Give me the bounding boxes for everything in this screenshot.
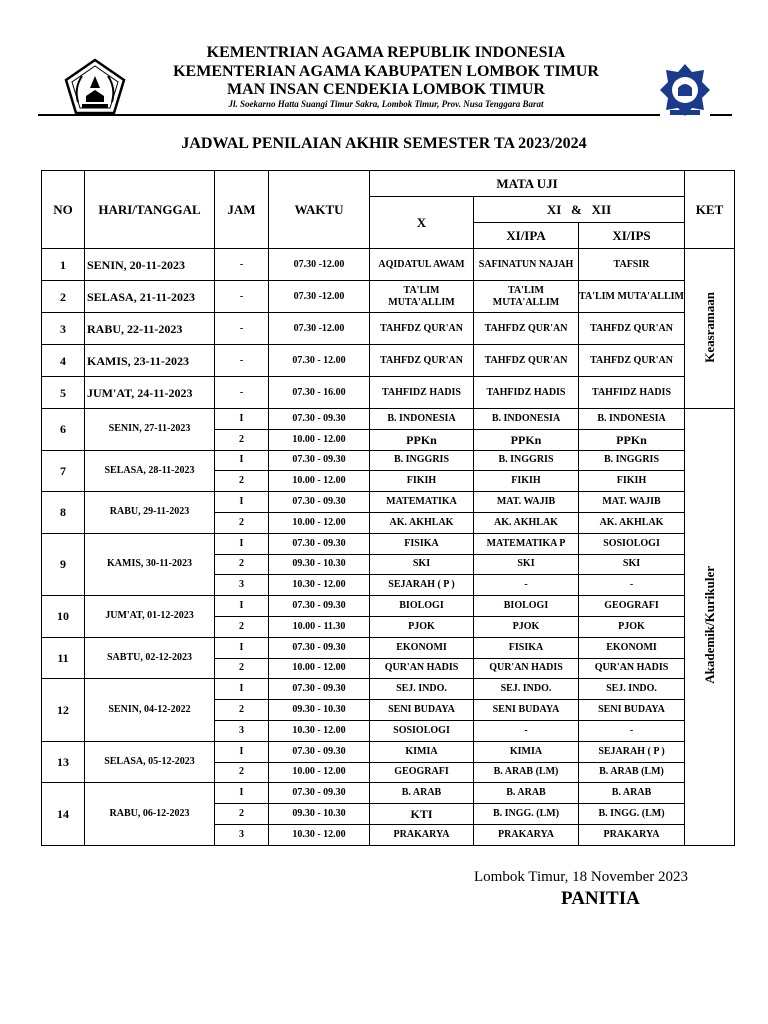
cell-subject-ips: - <box>579 720 685 741</box>
cell-jam: - <box>215 345 269 377</box>
cell-subject-x: SEJ. INDO. <box>370 679 474 700</box>
cell-waktu: 10.30 - 12.00 <box>269 720 370 741</box>
cell-waktu: 07.30 - 09.30 <box>269 409 370 430</box>
cell-subject-x: PJOK <box>370 616 474 637</box>
cell-waktu: 10.00 - 12.00 <box>269 658 370 679</box>
cell-subject-ipa: TAHFIDZ HADIS <box>474 377 579 409</box>
table-row <box>42 596 735 617</box>
cell-subject-ipa: B. INGG. (LM) <box>474 804 579 825</box>
cell-subject-ipa: B. INDONESIA <box>474 409 579 430</box>
cell-subject-ips: TAHFIDZ HADIS <box>579 377 685 409</box>
cell-waktu: 07.30 - 09.30 <box>269 783 370 804</box>
cell-subject-x: GEOGRAFI <box>370 762 474 783</box>
cell-subject-ipa: SAFINATUN NAJAH <box>474 249 579 281</box>
cell-jam: I <box>215 492 269 513</box>
cell-jam: I <box>215 596 269 617</box>
cell-jam: - <box>215 249 269 281</box>
cell-date: SENIN, 27-11-2023 <box>85 409 215 451</box>
cell-subject-ips: SKI <box>579 554 685 575</box>
cell-subject-x: AK. AKHLAK <box>370 512 474 533</box>
cell-no: 1 <box>42 249 85 281</box>
col-no: NO <box>42 171 85 249</box>
cell-no: 10 <box>42 596 85 638</box>
table-row <box>42 409 735 430</box>
cell-subject-ipa: KIMIA <box>474 741 579 762</box>
cell-subject-ips: B. ARAB (LM) <box>579 762 685 783</box>
cell-subject-ipa: PJOK <box>474 616 579 637</box>
cell-subject-ips: B. INGG. (LM) <box>579 804 685 825</box>
cell-jam: I <box>215 450 269 471</box>
cell-waktu: 10.30 - 12.00 <box>269 824 370 845</box>
cell-no: 11 <box>42 637 85 679</box>
cell-subject-ips: SEJ. INDO. <box>579 679 685 700</box>
table-row <box>42 450 735 471</box>
place-date: Lombok Timur, 18 November 2023 <box>474 869 688 885</box>
cell-jam: 2 <box>215 762 269 783</box>
cell-waktu: 09.30 - 10.30 <box>269 554 370 575</box>
cell-subject-x: BIOLOGI <box>370 596 474 617</box>
cell-jam: - <box>215 377 269 409</box>
cell-subject-x: TA'LIM MUTA'ALLIM <box>370 281 474 313</box>
cell-date: KAMIS, 23-11-2023 <box>85 345 215 377</box>
header-line-3: MAN INSAN CENDEKIA LOMBOK TIMUR <box>227 81 545 98</box>
col-jam: JAM <box>215 171 269 249</box>
cell-subject-x: B. INGGRIS <box>370 450 474 471</box>
cell-subject-ips: B. ARAB <box>579 783 685 804</box>
cell-ket-keasramaan: Keasramaan <box>685 249 735 409</box>
cell-jam: 2 <box>215 512 269 533</box>
cell-subject-ips: SOSIOLOGI <box>579 533 685 554</box>
cell-date: SELASA, 21-11-2023 <box>85 281 215 313</box>
cell-subject-ipa: MAT. WAJIB <box>474 492 579 513</box>
cell-subject-ipa: SEJ. INDO. <box>474 679 579 700</box>
cell-subject-x: KIMIA <box>370 741 474 762</box>
cell-ket-akademik: Akademik/Kurikuler <box>685 409 735 846</box>
cell-subject-x: KTI <box>370 804 474 825</box>
cell-subject-x: TAHFDZ QUR'AN <box>370 345 474 377</box>
cell-subject-ipa: FIKIH <box>474 471 579 492</box>
cell-subject-x: SOSIOLOGI <box>370 720 474 741</box>
cell-subject-ipa: - <box>474 575 579 596</box>
cell-subject-ips: EKONOMI <box>579 637 685 658</box>
cell-no: 7 <box>42 450 85 492</box>
cell-no: 14 <box>42 783 85 845</box>
cell-jam: 2 <box>215 658 269 679</box>
cell-waktu: 09.30 - 10.30 <box>269 700 370 721</box>
cell-subject-ipa: B. ARAB (LM) <box>474 762 579 783</box>
cell-jam: I <box>215 741 269 762</box>
col-xi-xii: XI & XII <box>474 197 685 223</box>
cell-subject-ips: AK. AKHLAK <box>579 512 685 533</box>
cell-subject-ips: QUR'AN HADIS <box>579 658 685 679</box>
table-row <box>42 249 735 281</box>
cell-no: 6 <box>42 409 85 451</box>
cell-jam: - <box>215 313 269 345</box>
cell-subject-x: PPKn <box>370 429 474 450</box>
cell-subject-ips: PPKn <box>579 429 685 450</box>
table-row <box>42 533 735 554</box>
cell-subject-ips: TAHFDZ QUR'AN <box>579 345 685 377</box>
table-row <box>42 741 735 762</box>
exam-schedule-table <box>41 170 735 846</box>
cell-waktu: 09.30 - 10.30 <box>269 804 370 825</box>
cell-subject-ipa: - <box>474 720 579 741</box>
cell-subject-ipa: MATEMATIKA P <box>474 533 579 554</box>
cell-jam: I <box>215 409 269 430</box>
document-title: JADWAL PENILAIAN AKHIR SEMESTER TA 2023/2024 <box>181 135 587 152</box>
cell-waktu: 10.00 - 12.00 <box>269 762 370 783</box>
header-line-1: KEMENTRIAN AGAMA REPUBLIK INDONESIA <box>206 44 566 61</box>
cell-no: 3 <box>42 313 85 345</box>
cell-jam: 2 <box>215 554 269 575</box>
cell-waktu: 07.30 -12.00 <box>269 249 370 281</box>
cell-jam: 2 <box>215 616 269 637</box>
cell-waktu: 10.00 - 12.00 <box>269 471 370 492</box>
cell-subject-ipa: QUR'AN HADIS <box>474 658 579 679</box>
cell-no: 13 <box>42 741 85 783</box>
col-xi-ips: XI/IPS <box>579 223 685 249</box>
cell-subject-ipa: FISIKA <box>474 637 579 658</box>
cell-date: SENIN, 20-11-2023 <box>85 249 215 281</box>
cell-subject-ips: TA'LIM MUTA'ALLIM <box>579 281 685 313</box>
cell-subject-ips: SEJARAH ( P ) <box>579 741 685 762</box>
cell-subject-x: PRAKARYA <box>370 824 474 845</box>
cell-date: JUM'AT, 24-11-2023 <box>85 377 215 409</box>
cell-subject-x: MATEMATIKA <box>370 492 474 513</box>
cell-jam: 2 <box>215 804 269 825</box>
cell-subject-ips: - <box>579 575 685 596</box>
cell-subject-ipa: B. ARAB <box>474 783 579 804</box>
cell-subject-x: SENI BUDAYA <box>370 700 474 721</box>
cell-subject-ipa: TA'LIM MUTA'ALLIM <box>474 281 579 313</box>
cell-subject-x: AQIDATUL AWAM <box>370 249 474 281</box>
table-row <box>42 281 735 313</box>
cell-subject-ips: GEOGRAFI <box>579 596 685 617</box>
cell-jam: I <box>215 679 269 700</box>
table-row <box>42 345 735 377</box>
cell-subject-x: FIKIH <box>370 471 474 492</box>
cell-waktu: 07.30 -12.00 <box>269 281 370 313</box>
cell-subject-x: EKONOMI <box>370 637 474 658</box>
letterhead <box>40 40 732 118</box>
cell-subject-ipa: TAHFDZ QUR'AN <box>474 313 579 345</box>
table-row <box>42 313 735 345</box>
cell-subject-x: B. INDONESIA <box>370 409 474 430</box>
cell-subject-x: B. ARAB <box>370 783 474 804</box>
cell-jam: 2 <box>215 700 269 721</box>
table-row <box>42 377 735 409</box>
cell-waktu: 07.30 - 09.30 <box>269 492 370 513</box>
cell-jam: 3 <box>215 720 269 741</box>
cell-subject-x: TAHFIDZ HADIS <box>370 377 474 409</box>
cell-date: SENIN, 04-12-2022 <box>85 679 215 741</box>
cell-waktu: 07.30 - 09.30 <box>269 741 370 762</box>
signer-label: PANITIA <box>561 888 640 909</box>
cell-waktu: 10.30 - 12.00 <box>269 575 370 596</box>
cell-subject-ips: PRAKARYA <box>579 824 685 845</box>
cell-subject-x: FISIKA <box>370 533 474 554</box>
cell-waktu: 07.30 - 09.30 <box>269 596 370 617</box>
cell-waktu: 10.00 - 12.00 <box>269 429 370 450</box>
school-logo-icon <box>658 62 712 118</box>
cell-subject-ipa: BIOLOGI <box>474 596 579 617</box>
cell-subject-ips: MAT. WAJIB <box>579 492 685 513</box>
cell-jam: 2 <box>215 471 269 492</box>
cell-subject-ips: TAFSIR <box>579 249 685 281</box>
cell-subject-ipa: SKI <box>474 554 579 575</box>
col-x: X <box>370 197 474 249</box>
cell-no: 5 <box>42 377 85 409</box>
table-row <box>42 783 735 804</box>
cell-date: KAMIS, 30-11-2023 <box>85 533 215 595</box>
col-mata-uji: MATA UJI <box>370 171 685 197</box>
cell-no: 9 <box>42 533 85 595</box>
table-row <box>42 492 735 513</box>
header-rule-left <box>38 114 660 116</box>
cell-subject-ips: TAHFDZ QUR'AN <box>579 313 685 345</box>
cell-waktu: 07.30 -12.00 <box>269 313 370 345</box>
cell-waktu: 10.00 - 12.00 <box>269 512 370 533</box>
header-line-2: KEMENTERIAN AGAMA KABUPATEN LOMBOK TIMUR <box>173 63 599 80</box>
cell-date: SELASA, 28-11-2023 <box>85 450 215 492</box>
cell-waktu: 07.30 - 09.30 <box>269 637 370 658</box>
cell-waktu: 07.30 - 09.30 <box>269 450 370 471</box>
cell-subject-ipa: TAHFDZ QUR'AN <box>474 345 579 377</box>
cell-subject-x: SKI <box>370 554 474 575</box>
cell-subject-ips: B. INGGRIS <box>579 450 685 471</box>
cell-subject-x: SEJARAH ( P ) <box>370 575 474 596</box>
cell-subject-ips: PJOK <box>579 616 685 637</box>
cell-date: RABU, 22-11-2023 <box>85 313 215 345</box>
cell-subject-ipa: B. INGGRIS <box>474 450 579 471</box>
cell-jam: 3 <box>215 575 269 596</box>
col-waktu: WAKTU <box>269 171 370 249</box>
cell-date: SABTU, 02-12-2023 <box>85 637 215 679</box>
cell-no: 4 <box>42 345 85 377</box>
table-row <box>42 679 735 700</box>
cell-subject-ipa: SENI BUDAYA <box>474 700 579 721</box>
col-xi-ipa: XI/IPA <box>474 223 579 249</box>
cell-date: RABU, 06-12-2023 <box>85 783 215 845</box>
cell-subject-ipa: PPKn <box>474 429 579 450</box>
cell-jam: 3 <box>215 824 269 845</box>
cell-date: JUM'AT, 01-12-2023 <box>85 596 215 638</box>
cell-subject-x: TAHFDZ QUR'AN <box>370 313 474 345</box>
cell-waktu: 07.30 - 16.00 <box>269 377 370 409</box>
cell-no: 8 <box>42 492 85 534</box>
cell-waktu: 10.00 - 11.30 <box>269 616 370 637</box>
cell-date: SELASA, 05-12-2023 <box>85 741 215 783</box>
cell-no: 12 <box>42 679 85 741</box>
cell-jam: - <box>215 281 269 313</box>
cell-subject-ips: SENI BUDAYA <box>579 700 685 721</box>
header-address: Jl. Soekarno Hatta Suangi Timur Sakra, Lombok Timur, Prov. Nusa Tenggara Barat <box>228 99 544 109</box>
col-ket: KET <box>685 171 735 249</box>
cell-subject-ipa: PRAKARYA <box>474 824 579 845</box>
cell-no: 2 <box>42 281 85 313</box>
cell-jam: 2 <box>215 429 269 450</box>
cell-date: RABU, 29-11-2023 <box>85 492 215 534</box>
cell-jam: I <box>215 783 269 804</box>
cell-subject-ips: B. INDONESIA <box>579 409 685 430</box>
table-row <box>42 637 735 658</box>
header-rule-right <box>710 114 732 116</box>
cell-waktu: 07.30 - 09.30 <box>269 679 370 700</box>
cell-jam: I <box>215 637 269 658</box>
cell-waktu: 07.30 - 12.00 <box>269 345 370 377</box>
cell-subject-ipa: AK. AKHLAK <box>474 512 579 533</box>
cell-subject-x: QUR'AN HADIS <box>370 658 474 679</box>
cell-jam: I <box>215 533 269 554</box>
cell-waktu: 07.30 - 09.30 <box>269 533 370 554</box>
col-hari-tanggal: HARI/TANGGAL <box>85 171 215 249</box>
cell-subject-ips: FIKIH <box>579 471 685 492</box>
